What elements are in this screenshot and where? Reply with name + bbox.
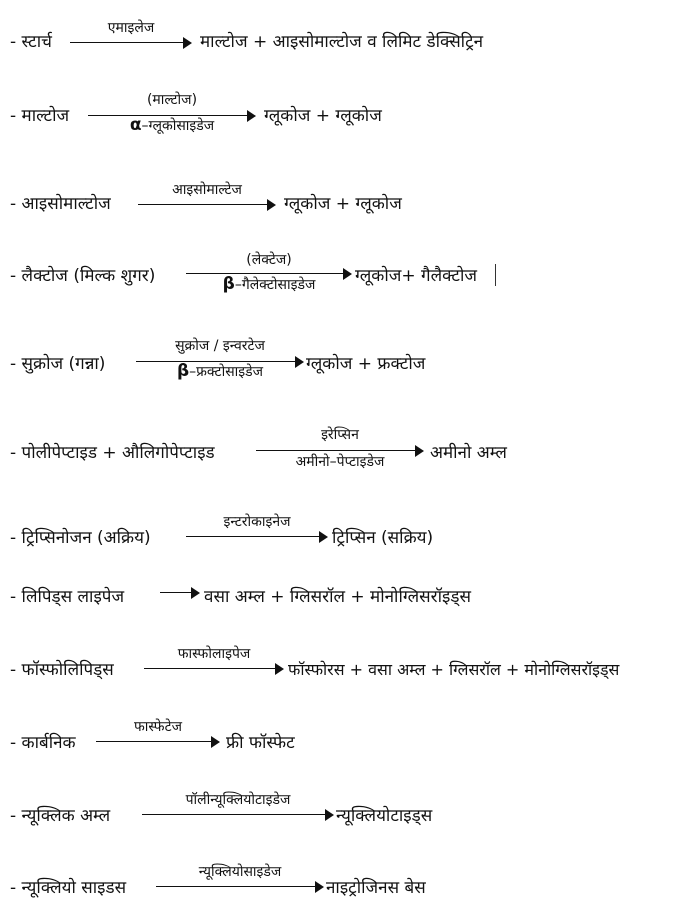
product-label: ग्लूकोज + फ्रक्टोज: [306, 354, 426, 374]
enzyme-sublabel: अमीनो–पेप्टाइडेज: [295, 454, 385, 470]
reaction-row-polypeptide: [0, 427, 686, 481]
enzyme-sublabel-text: –फ्रक्टोसाइडेज: [189, 364, 264, 380]
substrate-label: - कार्बनिक: [10, 733, 76, 753]
product-label: न्यूक्लियोटाइड्स: [336, 806, 433, 826]
product-label: नाइट्रोजिनस बेस: [326, 878, 426, 898]
beta-symbol: β: [222, 274, 235, 294]
substrate-label: - लिपिड्स लाइपेज: [10, 587, 125, 607]
reaction-row-isomaltose: [0, 182, 686, 232]
substrate-label: - माल्टोज: [10, 106, 70, 126]
enzyme-label: आइसोमाल्टेज: [172, 182, 242, 198]
beta-symbol: β: [176, 361, 190, 381]
substrate-label: - पोलीपेप्टाइड + औलिगोपेप्टाइड: [10, 443, 215, 463]
reaction-row-lactose: [0, 252, 686, 304]
enzyme-label: सुक्रोज / इन्वरटेज: [175, 338, 265, 354]
enzyme-sublabel-text: –गैलेक्टोसाइडेज: [234, 277, 316, 293]
substrate-label: - सुक्रोज (गन्ना): [10, 354, 106, 374]
substrate-label: - फॉस्फोलिपिड्स: [10, 660, 114, 680]
enzyme-label: (लेक्टेज): [246, 252, 292, 268]
reaction-arrow: [96, 736, 220, 748]
reaction-arrow: [138, 199, 276, 211]
reaction-arrow: [160, 587, 200, 599]
enzyme-label: पॉलीन्यूक्लियोटाइडेज: [185, 792, 291, 808]
text-cursor: [495, 264, 496, 286]
reaction-arrow: [144, 663, 284, 675]
product-label: माल्टोज + आइसोमाल्टोज व लिमिट डेक्सिट्रिन: [200, 32, 484, 52]
enzyme-label: एमाइलेज: [107, 20, 155, 36]
reaction-arrow: [70, 37, 192, 49]
product-label: वसा अम्ल + ग्लिसरॉल + मोनोग्लिसरॉइड्स: [204, 587, 471, 607]
enzyme-label: इन्टरोकाइनेज: [223, 514, 291, 530]
enzyme-sublabel-text: –ग्लूकोसाइडेज: [141, 118, 215, 134]
substrate-label: - स्टार्च: [10, 32, 52, 52]
product-label: ग्लूकोज + ग्लूकोज: [284, 194, 402, 214]
product-label: अमीनो अम्ल: [430, 443, 507, 463]
enzyme-sublabel: [136, 363, 304, 380]
substrate-label: - न्यूक्लिक अम्ल: [10, 806, 111, 826]
enzyme-sublabel: [186, 276, 352, 293]
reaction-row-starch: [0, 20, 686, 70]
enzyme-label: फास्फोलाइपेज: [177, 646, 251, 662]
product-label: फॉस्फोरस + वसा अम्ल + ग्लिसरॉल + मोनोग्लिसरॉइड्स: [288, 660, 620, 679]
product-label: ग्लूकोज+ गैलैक्टोज: [355, 266, 477, 286]
product-label: फ्री फॉस्फेट: [226, 733, 295, 753]
product-label: ग्लूकोज + ग्लूकोज: [264, 106, 382, 126]
alpha-symbol: α: [129, 115, 142, 135]
reaction-row-sucrose: [0, 338, 686, 392]
reaction-row-maltose: [0, 92, 686, 144]
substrate-label: - लैक्टोज (मिल्क शुगर): [10, 266, 156, 286]
reaction-row-trypsinogen: [0, 514, 686, 566]
reaction-row-organic: [0, 719, 686, 771]
enzyme-label: इरेप्सिन: [321, 427, 359, 443]
enzyme-label: (माल्टोज): [146, 92, 198, 108]
reaction-row-lipids: [0, 585, 686, 625]
reaction-row-nucleic-acid: [0, 792, 686, 844]
reaction-row-nucleosides: [0, 864, 686, 916]
substrate-label: - आइसोमाल्टोज: [10, 194, 111, 214]
substrate-label: - ट्रिप्सिनोजन (अक्रिय): [10, 528, 151, 548]
reaction-arrow: [142, 809, 334, 821]
reaction-row-phospholipids: [0, 646, 686, 698]
enzyme-sublabel: [88, 117, 256, 134]
reaction-arrow: [186, 531, 328, 543]
enzyme-label: फास्फेटेज: [133, 719, 183, 735]
substrate-label: - न्यूक्लियो साइडस: [10, 878, 127, 898]
enzyme-label: न्यूक्लियोसाइडेज: [198, 864, 282, 880]
reaction-arrow: [156, 881, 324, 893]
product-label: ट्रिप्सिन (सक्रिय): [332, 528, 434, 548]
